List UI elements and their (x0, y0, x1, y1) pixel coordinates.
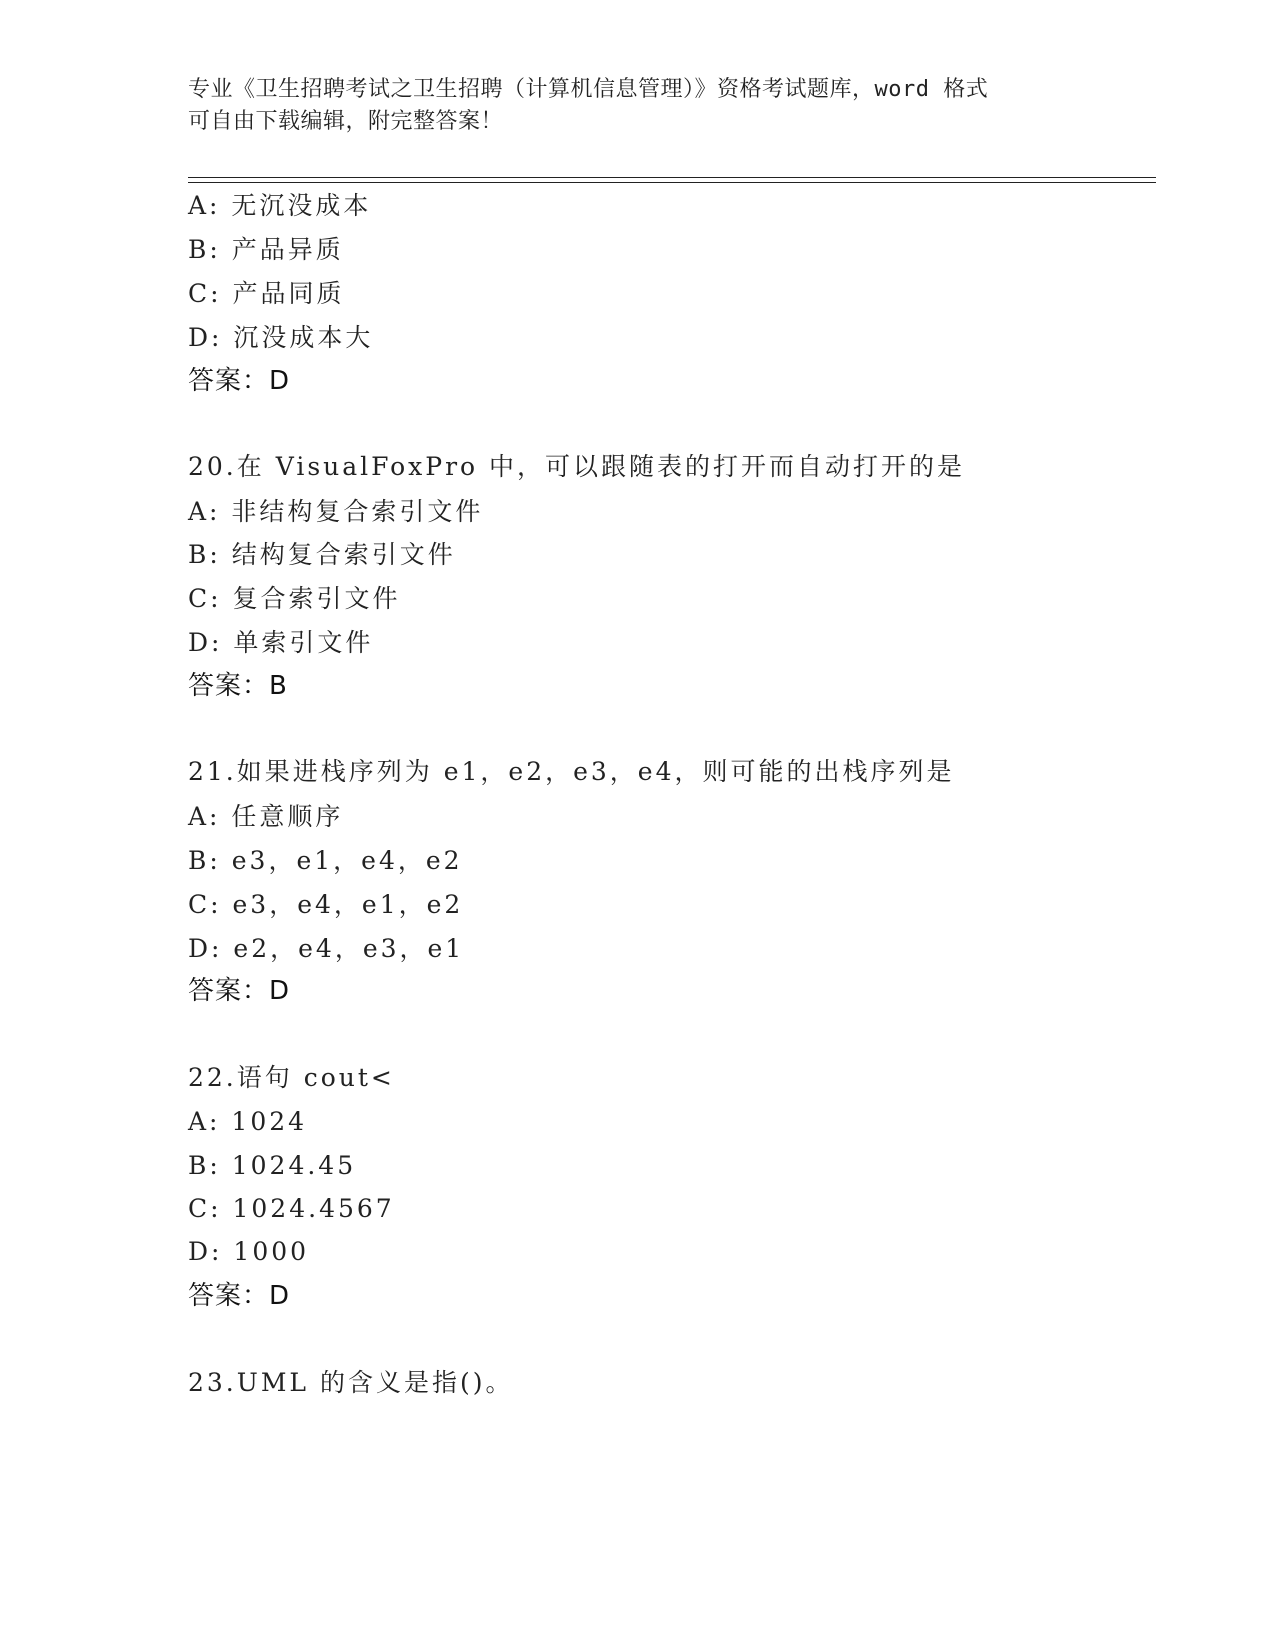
q23-question: 23.UML 的含义是指()。 (188, 1368, 514, 1397)
q19-option-c: C: 产品同质 (188, 279, 345, 308)
q20-option-b: B: 结构复合索引文件 (188, 540, 456, 569)
q19-option-b: B: 产品异质 (188, 235, 344, 264)
q22-option-b: B: 1024.45 (188, 1151, 357, 1180)
q20-option-a: A: 非结构复合索引文件 (188, 497, 484, 526)
q21-option-b: B: e3，e1，e4，e2 (188, 846, 463, 875)
q19-answer: 答案：D (188, 366, 291, 396)
document-header (188, 74, 1088, 138)
q20-option-c: C: 复合索引文件 (188, 584, 401, 613)
q20-option-d: D: 单索引文件 (188, 628, 374, 657)
q20-answer: 答案：B (188, 671, 288, 701)
header-line-2: 可自由下载编辑，附完整答案！ (188, 109, 504, 134)
q21-answer: 答案：D (188, 976, 291, 1006)
q21-option-d: D: e2，e4，e3，e1 (188, 934, 465, 963)
q21-question: 21.如果进栈序列为 e1，e2，e3，e4，则可能的出栈序列是 (188, 757, 955, 786)
q22-option-a: A: 1024 (188, 1107, 308, 1136)
q22-option-c: C: 1024.4567 (188, 1194, 395, 1223)
q22-option-d: D: 1000 (188, 1237, 310, 1266)
header-divider-top (188, 177, 1156, 178)
q19-option-d: D: 沉没成本大 (188, 323, 374, 352)
header-divider-bottom (188, 182, 1156, 183)
q21-option-c: C: e3，e4，e1，e2 (188, 890, 464, 919)
q20-question: 20.在 VisualFoxPro 中，可以跟随表的打开而自动打开的是 (188, 452, 966, 481)
q22-answer: 答案：D (188, 1281, 291, 1311)
q22-question: 22.语句 cout< (188, 1063, 395, 1092)
q19-option-a: A: 无沉没成本 (188, 191, 372, 220)
q21-option-a: A: 任意顺序 (188, 802, 344, 831)
header-line-1: 专业《卫生招聘考试之卫生招聘（计算机信息管理）》资格考试题库，word 格式 (188, 77, 989, 102)
